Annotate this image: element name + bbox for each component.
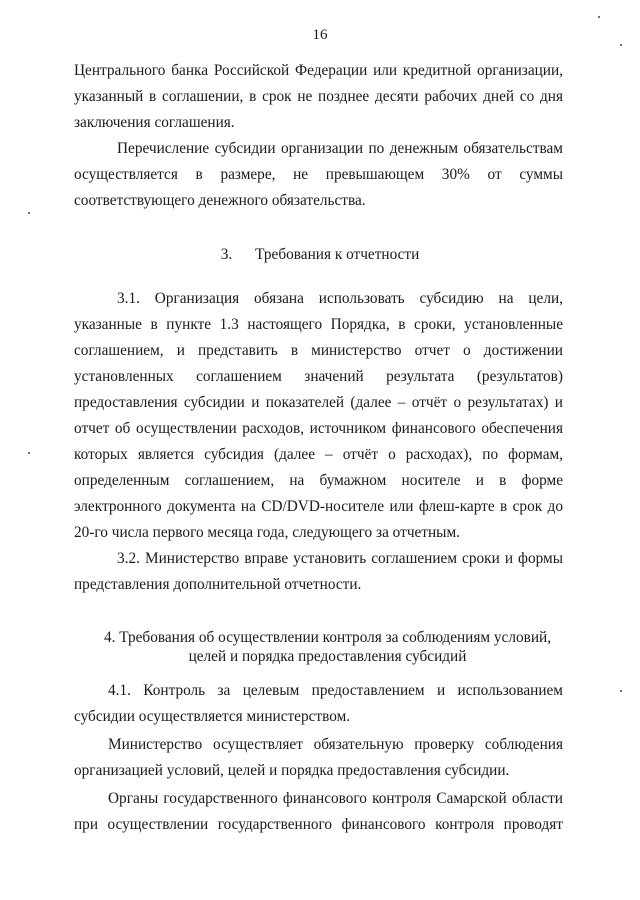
text-line: субсидии осуществляется министерством. xyxy=(74,708,351,725)
section-heading: 4. Требования об осуществлении контроля за соблюдениям условий, xyxy=(103,629,552,646)
scan-speck xyxy=(28,212,30,214)
text-line: отчет об осуществлении расходов, источником финансового обеспечения xyxy=(74,420,563,437)
text-line: 3.2. Министерство вправе установить соглашением сроки и формы xyxy=(117,550,563,567)
text-line: Центрального банка Российской Федерации или кредитной организации, xyxy=(74,62,563,79)
section-heading: целей и порядка предоставления субсидий xyxy=(188,648,467,665)
text-line: которых является субсидия (далее – отчёт о расходах), по формам, xyxy=(74,446,563,463)
scan-speck xyxy=(28,452,30,454)
text-line: заключения соглашения. xyxy=(74,114,235,131)
text-line: электронного документа на CD/DVD-носителе или флеш-карте в срок до xyxy=(74,498,563,515)
text-line: Органы государственного финансового контроля Самарской области xyxy=(108,790,563,807)
scan-speck xyxy=(620,690,622,692)
section-heading: 3. Требования к отчетности xyxy=(220,246,420,263)
text-line: 20-го числа первого месяца года, следующего за отчетным. xyxy=(74,524,460,541)
scan-speck xyxy=(598,16,600,18)
text-line: соответствующего денежного обязательства. xyxy=(74,192,366,209)
page-number: 16 xyxy=(312,27,328,43)
text-line: 4.1. Контроль за целевым предоставлением и использованием xyxy=(108,682,563,699)
text-line: определенным соглашением, на бумажном носителе и в форме xyxy=(74,472,563,489)
text-line: осуществляется в размере, не превышающем 30% от суммы xyxy=(74,166,563,183)
text-line: при осуществлении государственного финансового контроля проводят xyxy=(74,816,563,833)
text-line: предоставления субсидии и показателей (далее – отчёт о результатах) и xyxy=(74,394,563,411)
text-line: указанные в пункте 1.3 настоящего Порядка, в сроки, установленные xyxy=(74,316,563,333)
text-line: Министерство осуществляет обязательную проверку соблюдения xyxy=(108,736,563,753)
text-line: 3.1. Организация обязана использовать субсидию на цели, xyxy=(117,290,563,307)
text-line: представления дополнительной отчетности. xyxy=(74,576,362,593)
text-line: Перечисление субсидии организации по денежным обязательствам xyxy=(117,140,563,157)
text-line: установленных соглашением значений результата (результатов) xyxy=(74,368,563,385)
text-line: указанный в соглашении, в срок не позднее десяти рабочих дней со дня xyxy=(74,88,563,105)
text-line: организацией условий, целей и порядка предоставления субсидии. xyxy=(74,762,510,779)
scan-speck xyxy=(620,44,622,46)
text-line: соглашением, и представить в министерство отчет о достижении xyxy=(74,342,563,359)
